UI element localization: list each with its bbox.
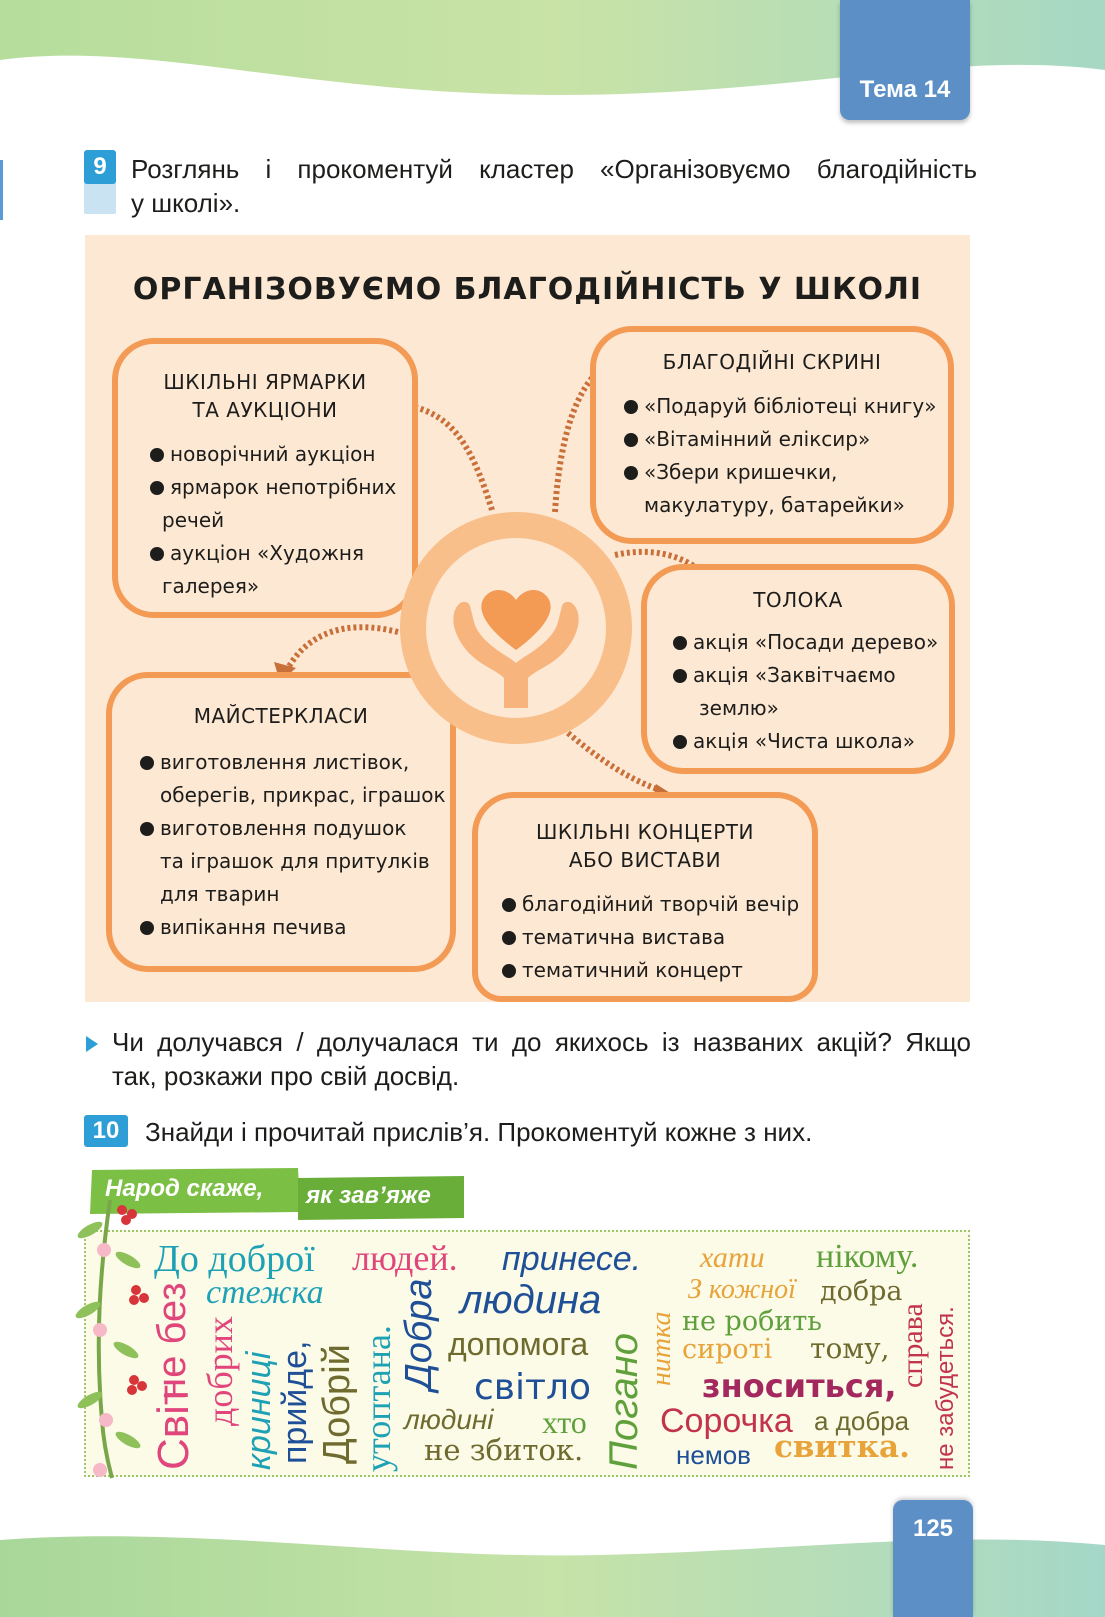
proverb-word: Сорочка (660, 1402, 793, 1440)
bullet-icon (624, 466, 638, 480)
proverb-word: а добра (814, 1406, 910, 1436)
list-item-continuation: речей (162, 508, 225, 532)
box-title-line: ТА АУКЦІОНИ (192, 398, 338, 422)
topic-label: Тема 14 (859, 76, 951, 103)
list-item: акція «Посади дерево» (693, 630, 939, 654)
proverb-word: Погано (602, 1332, 646, 1470)
list-item-continuation: галерея» (162, 574, 260, 598)
bullet-icon (150, 448, 164, 462)
list-item: тематична вистава (522, 925, 726, 949)
proverb-word: людині (404, 1404, 494, 1435)
proverb-word: не без (150, 1282, 194, 1400)
list-item: тематичний концерт (522, 958, 743, 982)
list-item: виготовлення подушок (160, 816, 407, 840)
cluster-center (400, 512, 632, 744)
cluster-box-fairs (112, 338, 418, 618)
proverb-word: тому, (810, 1332, 890, 1365)
bullet-icon (140, 921, 154, 935)
proverb-word: світло (474, 1367, 592, 1408)
bullet-icon (624, 400, 638, 414)
question-line1: Чи долучався / долучалася ти до якихось із названих акцій? Якщо (112, 1027, 971, 1057)
list-item-continuation: та іграшок для притулків (160, 849, 430, 873)
cluster-box-concerts (472, 792, 818, 1002)
list-item-continuation: землю» (699, 696, 779, 720)
cluster-title: ОРГАНІЗОВУЄМО БЛАГОДІЙНІСТЬ У ШКОЛІ (132, 272, 923, 307)
task-9-number: 9 (84, 150, 116, 184)
proverb-word: нитка (646, 1311, 677, 1386)
bullet-icon (673, 669, 687, 683)
box-title-line: ШКІЛЬНІ КОНЦЕРТИ (536, 820, 754, 844)
proverb-word: добра (820, 1276, 903, 1307)
proverb-word: З кожної (688, 1274, 796, 1305)
box-title-line: АБО ВИСТАВИ (568, 848, 722, 872)
list-item: «Збери кришечки, (644, 460, 838, 484)
bullet-icon (673, 735, 687, 749)
proverb-word: сироті (682, 1334, 773, 1365)
bullet-icon (502, 964, 516, 978)
task-9-text-line1: Розглянь і прокоментуй кластер «Організовуємо благодійність (131, 154, 977, 184)
list-item: аукціон «Художня (170, 541, 364, 565)
proverb-word: зноситься, (702, 1367, 897, 1405)
list-item: «Подаруй бібліотеці книгу» (644, 394, 937, 418)
proverb-word: криниці (240, 1351, 278, 1470)
proverb-word: Добра (398, 1278, 440, 1390)
rowan-flower-decoration-icon (40, 1190, 160, 1480)
proverb-word: не збиток. (424, 1433, 584, 1467)
list-item-continuation: оберегів, прикрас, іграшок (160, 783, 446, 807)
heart-in-hands-icon (426, 538, 606, 718)
proverb-word: стежка (206, 1274, 324, 1311)
question-arrow-icon (86, 1036, 98, 1052)
cluster-box-charity-boxes (590, 326, 954, 544)
proverb-word: не робить (682, 1306, 822, 1337)
task-number-shadow (84, 180, 116, 214)
topic-tab (840, 0, 970, 120)
bullet-icon (140, 822, 154, 836)
list-item: ярмарок непотрібних (170, 475, 397, 499)
proverb-word: Світ (149, 1384, 198, 1470)
page-number-tab (893, 1500, 973, 1617)
list-item: «Вітамінний еліксир» (644, 427, 871, 451)
bullet-icon (150, 547, 164, 561)
proverb-word: хто (542, 1404, 587, 1440)
list-item-continuation: макулатуру, батарейки» (644, 493, 905, 517)
proverb-word: нікому. (816, 1238, 919, 1275)
box-title-line: ТОЛОКА (753, 588, 843, 612)
question-line2: так, розкажи про свій досвід. (112, 1061, 460, 1091)
list-item-continuation: для тварин (160, 882, 280, 906)
proverb-word: принесе. (502, 1240, 642, 1278)
list-item: новорічний аукціон (170, 442, 376, 466)
proverb-word: немов (676, 1440, 751, 1470)
box-title-line: ШКІЛЬНІ ЯРМАРКИ (163, 370, 367, 394)
proverb-word: Добрій (316, 1344, 358, 1464)
proverb-word: справа (896, 1303, 929, 1388)
cluster-box-toloka (641, 564, 955, 774)
proverb-word: добрих (200, 1316, 240, 1426)
bullet-icon (502, 931, 516, 945)
proverb-word: До доброї (154, 1238, 315, 1280)
list-item: акція «Заквітчаємо (693, 663, 896, 687)
list-item: виготовлення листівок, (160, 750, 410, 774)
bullet-icon (140, 756, 154, 770)
page-number: 125 (912, 1515, 954, 1542)
proverb-word: людей. (352, 1238, 458, 1278)
proverb-word: утоптана. (358, 1325, 398, 1472)
proverb-word: допомога (448, 1326, 589, 1362)
banner-text-part1: Народ скаже, (105, 1175, 264, 1202)
bullet-icon (150, 481, 164, 495)
task-10-text: Знайди і прочитай прислів’я. Прокоментуй кожне з них. (145, 1117, 813, 1147)
task-10-number: 10 (84, 1115, 128, 1147)
bullet-icon (624, 433, 638, 447)
bullet-icon (502, 898, 516, 912)
list-item: випікання печива (160, 915, 347, 939)
margin-marker (0, 160, 3, 220)
task-9-text-line2: у школі». (131, 188, 241, 218)
cluster-box-masterclasses (106, 672, 456, 972)
proverb-word: хати (700, 1241, 765, 1274)
list-item: акція «Чиста школа» (693, 729, 915, 753)
proverb-word: людина (460, 1278, 602, 1322)
banner-text-part2: як зав’яже (306, 1182, 431, 1209)
box-title-line: БЛАГОДІЙНІ СКРИНІ (662, 350, 882, 374)
proverb-word: свитка. (774, 1429, 910, 1465)
box-title-line: МАЙСТЕРКЛАСИ (193, 704, 369, 728)
bullet-icon (673, 636, 687, 650)
proverb-word: прийде, (276, 1340, 314, 1464)
list-item: благодійний творчій вечір (522, 892, 800, 916)
proverb-word: не забудеться. (932, 1306, 959, 1470)
